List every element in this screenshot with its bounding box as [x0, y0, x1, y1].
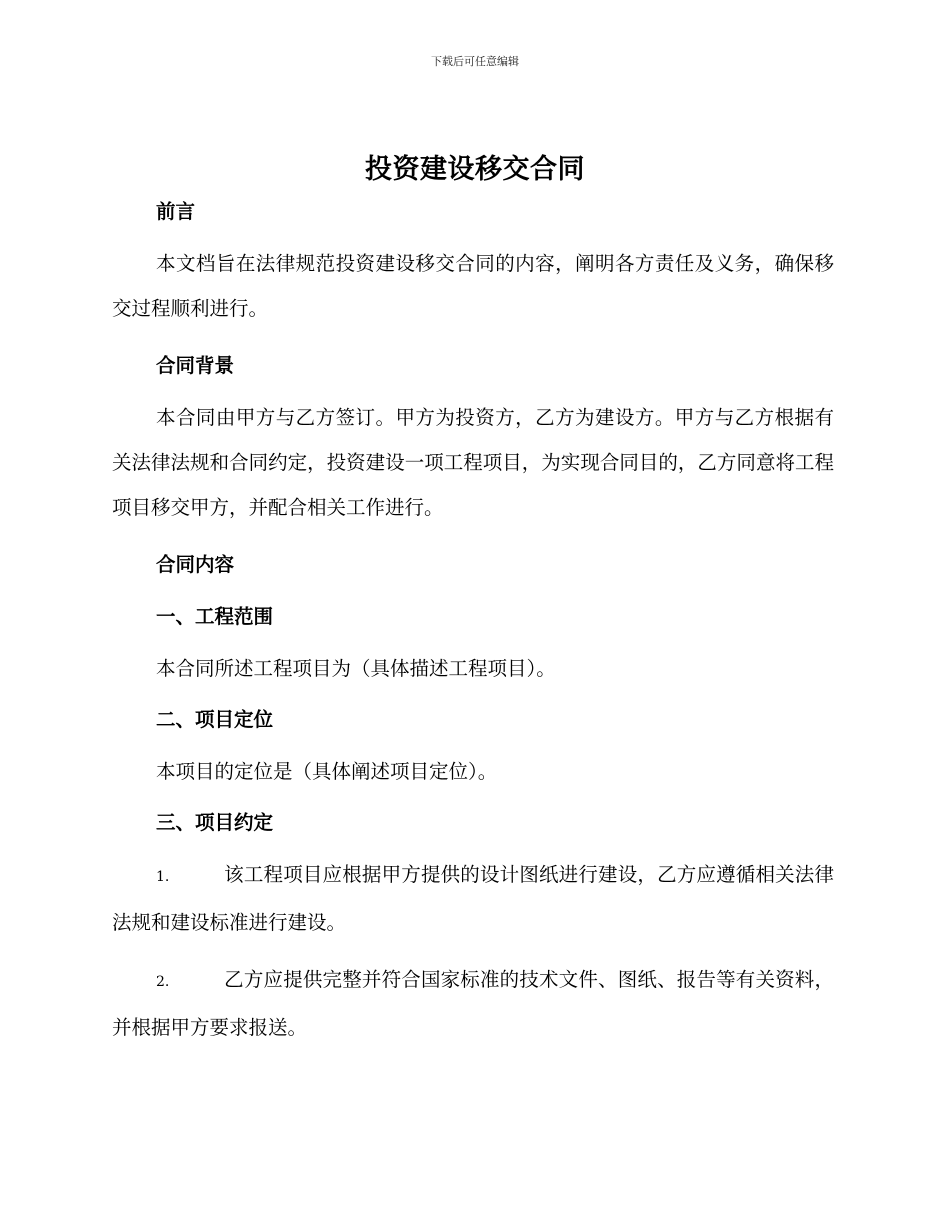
- positioning-text: 本项目的定位是（具体阐述项目定位）。: [156, 760, 498, 783]
- agreement-item-text: 乙方应提供完整并符合国家标准的技术文件、图纸、报告等有关资料，并根据甲方要求报送。: [112, 968, 834, 1039]
- agreement-item-number: 2.: [156, 974, 170, 990]
- agreement-item-number: 1.: [156, 869, 170, 885]
- header-note: 下载后可任意编辑: [431, 55, 519, 68]
- document-title: 投资建设移交合同: [365, 154, 585, 185]
- agreement-item-2: [112, 957, 834, 1050]
- agreement-item-text: 该工程项目应根据甲方提供的设计图纸进行建设，乙方应遵循相关法律法规和建设标准进行建设。: [112, 863, 834, 934]
- background-text: 本合同由甲方与乙方签订。甲方为投资方，乙方为建设方。甲方与乙方根据有关法律法规和合同约定，投资建设一项工程项目，为实现合同目的，乙方同意将工程项目移交甲方，并配合相关工作进行。: [112, 406, 834, 519]
- preface-text: 本文档旨在法律规范投资建设移交合同的内容，阐明各方责任及义务，确保移交过程顺利进行。: [112, 252, 834, 320]
- background-heading: 合同背景: [156, 354, 235, 377]
- document-body: [112, 195, 834, 1050]
- agreement-heading: 三、项目约定: [156, 811, 274, 834]
- scope-heading: 一、工程范围: [156, 605, 274, 628]
- content-heading: 合同内容: [156, 553, 235, 576]
- scope-text: 本合同所述工程项目为（具体描述工程项目）。: [156, 657, 556, 680]
- preface-heading: 前言: [156, 200, 196, 223]
- positioning-heading: 二、项目定位: [156, 708, 274, 731]
- agreement-item-1: [112, 852, 834, 945]
